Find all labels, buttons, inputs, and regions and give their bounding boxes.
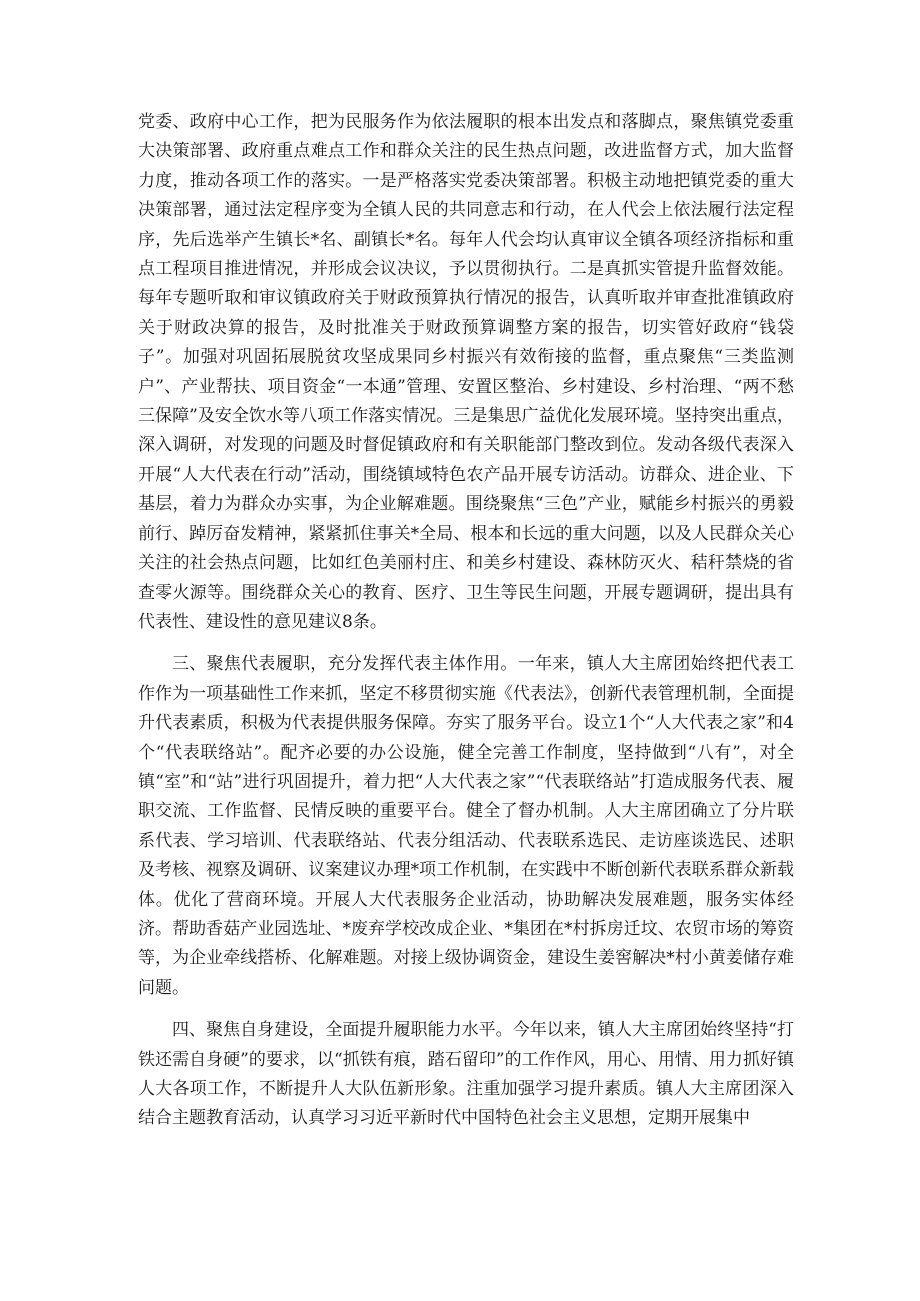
document-body	[138, 108, 794, 1147]
paragraph-section-four: 四、聚焦自身建设，全面提升履职能力水平。今年以来，镇人大主席团始终坚持“打铁还需自身硬”的要求，以“抓铁有痕，踏石留印”的工作作风，用心、用情、用力抓好镇人大各项工作，不断提升人大队伍新形象。注重加强学习提升素质。镇人大主席团深入结合主题教育活动，认真学习习近平新时代中国特色社会主义思想，定期开展集中	[138, 1020, 794, 1129]
paragraph-continuation: 党委、政府中心工作，把为民服务作为依法履职的根本出发点和落脚点，聚焦镇党委重大决策部署、政府重点难点工作和群众关注的民生热点问题，改进监督方式，加大监督力度，推动各项工作的落实。一是严格落实党委决策部署。积极主动地把镇党委的重大决策部署，通过法定程序变为全镇人民的共同意志和行动，在人代会上依法履行法定程序，先后选举产生镇长*名、副镇长*名。每年人代会均认真审议全镇各项经济指标和重点工程项目推进情况，并形成会议决议，予以贯彻执行。二是真抓实管提升监督效能。每年专题听取和审议镇政府关于财政预算执行情况的报告，认真听取并审查批准镇政府关于财政决算的报告，及时批准关于财政预算调整方案的报告，切实管好政府“钱袋子”。加强对巩固拓展脱贫攻坚成果同乡村振兴有效衔接的监督，重点聚焦“三类监测户”、产业帮扶、项目资金“一本通”管理、安置区整治、乡村建设、乡村治理、“两不愁三保障”及安全饮水等八项工作落实情况。三是集思广益优化发展环境。坚持突出重点，深入调研，对发现的问题及时督促镇政府和有关职能部门整改到位。发动各级代表深入开展“人大代表在行动”活动，围绕镇域特色农产品开展专访活动。访群众、进企业、下基层，着力为群众办实事，为企业解难题。围绕聚焦“三色”产业，赋能乡村振兴的勇毅前行、踔厉奋发精神，紧紧抓住事关*全局、根本和长远的重大问题，以及人民群众关心关注的社会热点问题，比如红色美丽村庄、和美乡村建设、森林防灭火、秸秆禁烧的省查零火源等。围绕群众关心的教育、医疗、卫生等民生问题，开展专题调研，提出具有代表性、建设性的意见建议8条。	[138, 112, 794, 632]
paragraph-section-three: 三、聚焦代表履职，充分发挥代表主体作用。一年来，镇人大主席团始终把代表工作作为一项基础性工作来抓，坚定不移贯彻实施《代表法》，创新代表管理机制，全面提升代表素质，积极为代表提供服务保障。夯实了服务平台。设立1个“人大代表之家”和4个“代表联络站”。配齐必要的办公设施，健全完善工作制度，坚持做到“八有”，对全镇“室”和“站”进行巩固提升，着力把“人大代表之家”“代表联络站”打造成服务代表、履职交流、工作监督、民情反映的重要平台。健全了督办机制。人大主席团确立了分片联系代表、学习培训、代表联络站、代表分组活动、代表联系选民、走访座谈选民、述职及考核、视察及调研、议案建议办理*项工作机制，在实践中不断创新代表联系群众新载体。优化了营商环境。开展人大代表服务企业活动，协助解决发展难题，服务实体经济。帮助香菇产业园选址、*废弃学校改成企业、*集团在*村拆房迁坟、农贸市场的筹资等，为企业牵线搭桥、化解难题。对接上级协调资金，建设生姜窖解决*村小黄姜储存难问题。	[138, 654, 794, 998]
